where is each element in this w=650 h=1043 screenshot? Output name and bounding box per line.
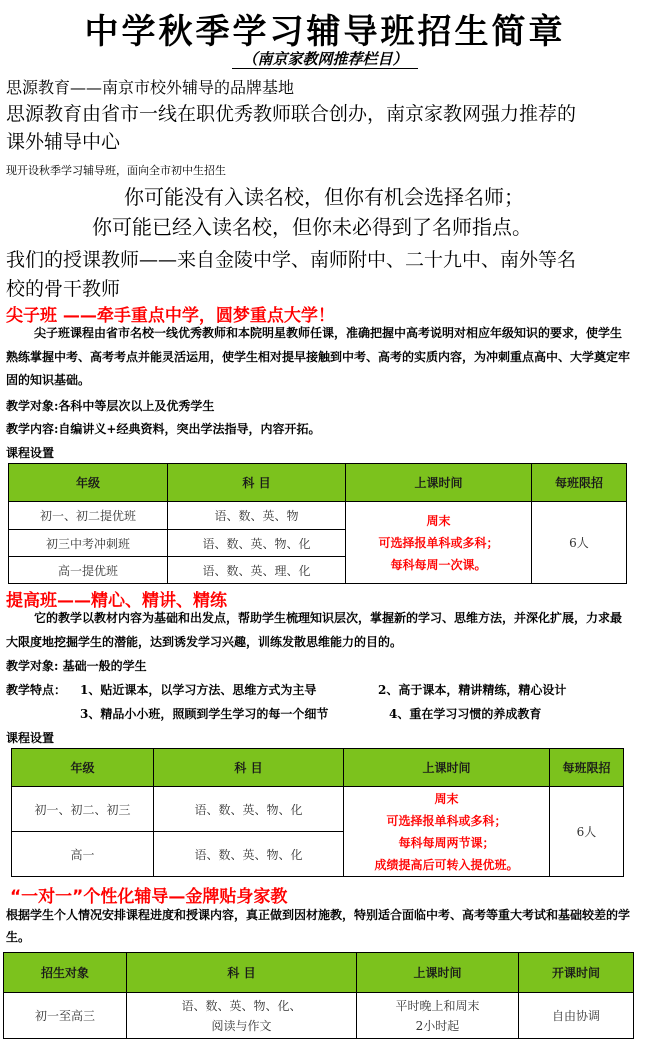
- time-line: 每科每周两节课；: [398, 835, 495, 850]
- feature-item-4: 4、重在学习习惯的养成教育: [389, 707, 542, 721]
- page-title: 中学秋季学习辅导班招生简章: [84, 12, 566, 52]
- time-line: 平时晚上和周末: [395, 998, 480, 1013]
- col-header-subjects: 科 目: [168, 464, 346, 502]
- grade-cell: 高一: [12, 832, 154, 877]
- subjects-line: 语、数、英、物、化、: [181, 998, 302, 1013]
- col-header-start: 开课时间: [519, 953, 634, 993]
- table-row: [4, 993, 634, 1039]
- subjects-cell: 语、数、英、物、化: [154, 787, 344, 832]
- intro-line-brand: 思源教育——南京市校外辅导的品牌基地: [6, 78, 295, 97]
- col-header-time: 上课时间: [346, 464, 532, 502]
- advanced-class-target: 教学对象: 基础一般的学生: [6, 659, 147, 673]
- advanced-class-course-table: [11, 748, 624, 877]
- top-class-course-table: [8, 463, 627, 584]
- grade-cell: 初一至高三: [4, 993, 127, 1039]
- feature-item-2: 2、高于课本，精讲精练，精心设计: [378, 683, 567, 697]
- subjects-line: 阅读与作文: [211, 1018, 272, 1033]
- section-heading-top-class: 尖子班 ——牵手重点中学，圆梦重点大学！: [6, 306, 335, 326]
- col-header-grade: 年级: [12, 749, 154, 787]
- section-one-on-one-description: 根据学生个人情况安排课程进度和授课内容，真正做到因材施教，特别适合面临中考、高考等重大考试和基础较差的学生。: [6, 908, 631, 944]
- subjects-cell: 语、数、英、理、化: [168, 557, 346, 584]
- col-header-time: 上课时间: [357, 953, 519, 993]
- grade-cell: 初一、初二、初三: [12, 787, 154, 832]
- section-heading-one-on-one: “一对一”个性化辅导—金牌贴身家教: [10, 887, 288, 907]
- time-cell: [357, 993, 519, 1039]
- section-advanced-class-description: 它的教学以教材内容为基础和出发点，帮助学生梳理知识层次，掌握新的学习、思维方法，并深化扩展，力求最大限度地挖掘学生的潜能，达到诱发学习兴趣，训练发散思维能力的目的。: [6, 611, 623, 649]
- top-class-table-label: 课程设置: [6, 446, 55, 460]
- time-line: 周末: [434, 791, 459, 806]
- col-header-subjects: 科 目: [154, 749, 344, 787]
- grade-cell: 初三中考冲刺班: [9, 530, 168, 557]
- col-header-limit: 每班限招: [532, 464, 627, 502]
- feature-item-1: 1、贴近课本，以学习方法、思维方式为主导: [80, 683, 317, 697]
- time-line: 2小时起: [415, 1018, 460, 1033]
- subjects-cell: 语、数、英、物: [168, 502, 346, 530]
- grade-cell: 初一、初二提优班: [9, 502, 168, 530]
- section-heading-advanced-class: 提高班——精心、精讲、精练: [6, 591, 227, 611]
- col-header-limit: 每班限招: [550, 749, 624, 787]
- time-cell: [346, 502, 532, 584]
- col-header-target: 招生对象: [4, 953, 127, 993]
- teachers-line-cont: 校的骨干教师: [6, 278, 121, 300]
- time-line: 成绩提高后可转入提优班。: [374, 857, 519, 872]
- col-header-grade: 年级: [9, 464, 168, 502]
- limit-cell: 6人: [532, 502, 627, 584]
- subjects-cell: 语、数、英、物、化: [154, 832, 344, 877]
- time-line: 周末: [426, 513, 451, 528]
- time-cell: [344, 787, 550, 877]
- page-subtitle: [0, 48, 650, 69]
- subtitle-text: （南京家教网推荐栏目）: [232, 50, 417, 69]
- top-class-content: 教学内容:自编讲义+经典资料，突出学法指导，内容开拓。: [6, 422, 321, 436]
- intro-line-founding-cont: 课外辅导中心: [6, 131, 121, 153]
- time-line: 可选择报单科或多科；: [378, 535, 499, 550]
- section-top-class-description: 尖子班课程由省市名校一线优秀教师和本院明星教师任课，准确把握中高考说明对相应年级知识的要求，使学生熟练掌握中考、高考考点并能灵活运用，使学生相对提早接触到中考、高考的实质内容，为冲刺重点高中、大学奠定牢固的知识基础。: [6, 326, 631, 387]
- teachers-line: 我们的授课教师——来自金陵中学、南师附中、二十九中、南外等名: [6, 249, 577, 271]
- col-header-time: 上课时间: [344, 749, 550, 787]
- grade-cell: 高一提优班: [9, 557, 168, 584]
- feature-item-3: 3、精品小小班，照顾到学生学习的每一个细节: [80, 707, 329, 721]
- limit-cell: 6人: [550, 787, 624, 877]
- advanced-class-features-label: 教学特点：: [6, 683, 67, 697]
- intro-line-founding: 思源教育由省市一线在职优秀教师联合创办，南京家教网强力推荐的: [6, 103, 577, 125]
- table-row: [9, 502, 627, 530]
- time-line: 可选择报单科或多科；: [386, 813, 507, 828]
- table-row: [12, 787, 624, 832]
- slogan-line-2: 你可能已经入读名校，但你未必得到了名师指点。: [92, 215, 532, 239]
- advanced-class-table-label: 课程设置: [6, 731, 55, 745]
- intro-line-enrollment: 现开设秋季学习辅导班，面向全市初中生招生: [6, 164, 226, 177]
- start-cell: 自由协调: [519, 993, 634, 1039]
- one-on-one-table: [3, 952, 634, 1039]
- slogan-line-1: 你可能没有入读名校，但你有机会选择名师；: [124, 185, 524, 209]
- subjects-cell: 语、数、英、物、化: [168, 530, 346, 557]
- top-class-target: 教学对象:各科中等层次以上及优秀学生: [6, 399, 215, 413]
- subjects-cell: [127, 993, 357, 1039]
- col-header-subjects: 科 目: [127, 953, 357, 993]
- time-line: 每科每周一次课。: [390, 557, 487, 572]
